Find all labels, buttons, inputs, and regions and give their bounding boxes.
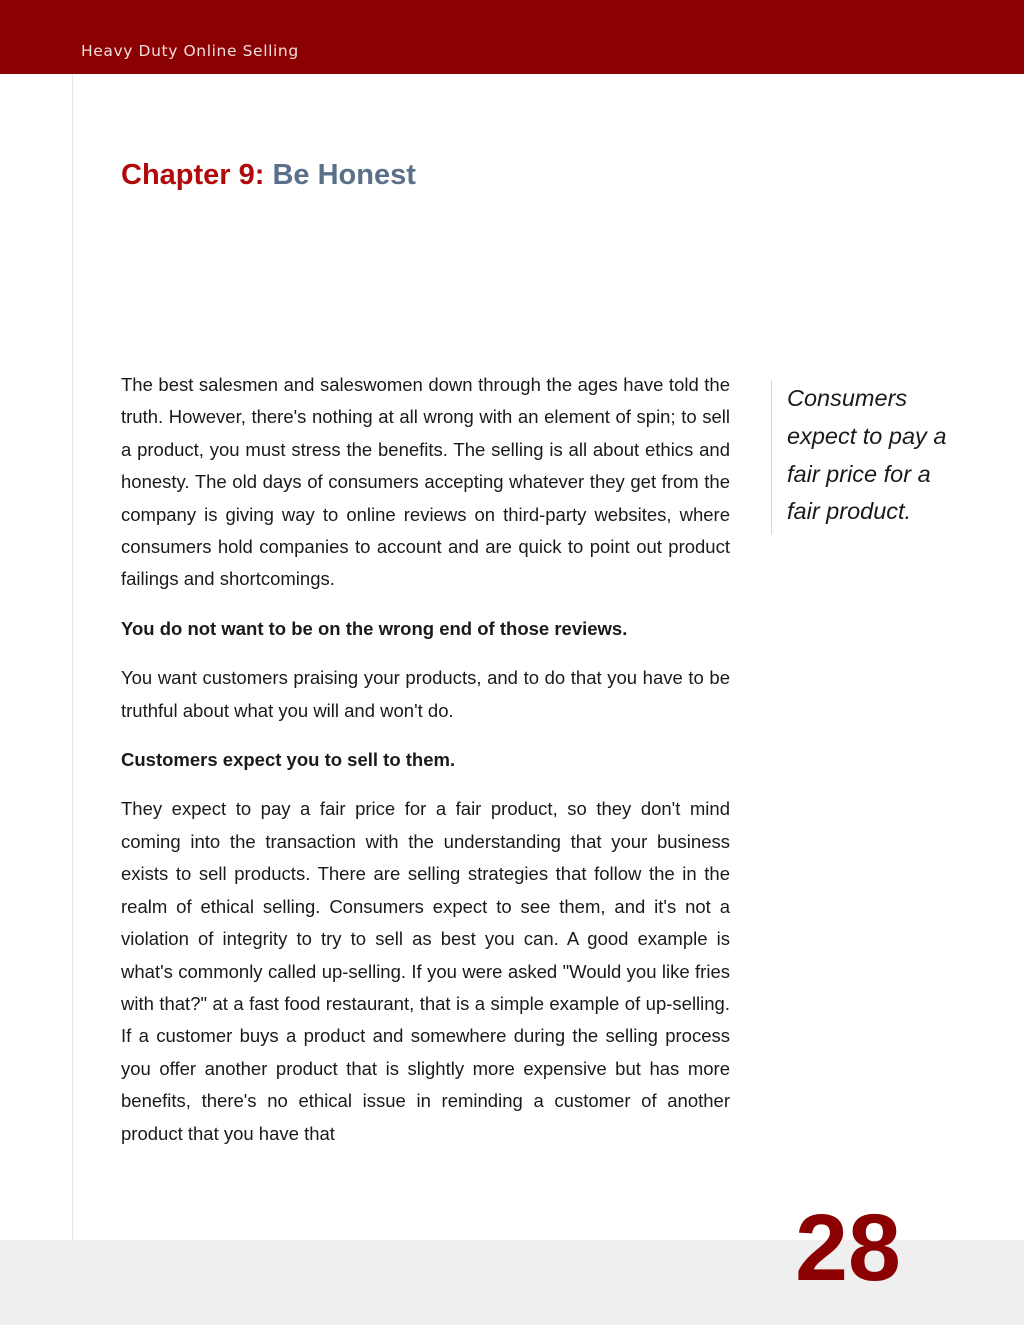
page-header <box>0 0 1024 74</box>
chapter-label: Chapter 9: <box>121 159 265 191</box>
page-number: 28 <box>795 1195 901 1301</box>
body-paragraph: The best salesmen and saleswomen down through the ages have told the truth. However, there's nothing at all wrong with an element of spin; to sell a product, you must stress the benefits. The selling is all about ethics and honesty. The old days of consumers accepting whatever they get from the company is giving way to online reviews on third-party websites, where consumers hold companies to account and are quick to point out product failings and shortcomings. <box>121 374 730 590</box>
chapter-title: Be Honest <box>272 159 416 191</box>
chapter-heading <box>121 157 416 193</box>
emphasis-paragraph: Customers expect you to sell to them. <box>121 749 456 771</box>
body-paragraph: They expect to pay a fair price for a fair product, so they don't mind coming into the transaction with the understanding that your business exists to sell products. There are selling strategies that follow the in the realm of ethical selling. Consumers expect to see them, and it's not a violation of integrity to try to sell as best you can. A good example is what's commonly called up-selling. If you were asked "Would you like fries with that?" at a fast food restaurant, that is a simple example of up-selling. If a customer buys a product and somewhere during the selling process you offer another product that is slightly more expensive but has more benefits, there's no ethical issue in reminding a customer of another product that you have that <box>121 798 730 1144</box>
book-title: Heavy Duty Online Selling <box>81 42 299 60</box>
body-text <box>121 369 730 1167</box>
left-margin-rule <box>72 74 73 1240</box>
body-paragraph: You want customers praising your products, and to do that you have to be truthful about what you will and won't do. <box>121 667 730 721</box>
pull-quote: Consumers expect to pay a fair price for a fair product. <box>771 380 961 534</box>
emphasis-paragraph: You do not want to be on the wrong end of those reviews. <box>121 617 628 639</box>
